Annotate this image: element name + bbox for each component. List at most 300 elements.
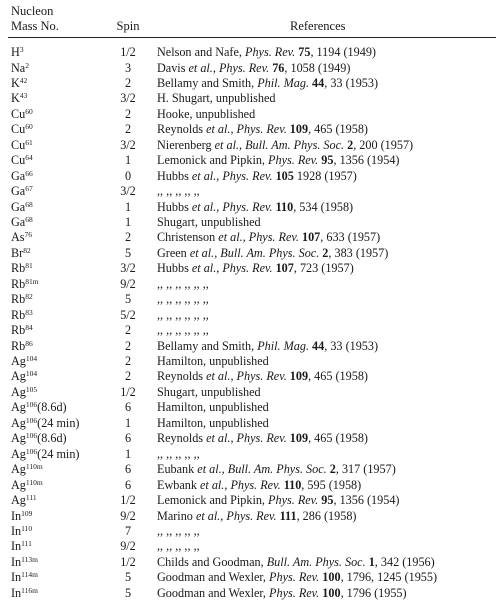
- table-row: [0, 509, 501, 524]
- reference-text: [157, 416, 269, 431]
- spin-value: 5: [124, 245, 132, 260]
- nucleus-label: [11, 570, 38, 585]
- spin-value: 2: [124, 230, 132, 245]
- mass-number: 106: [25, 400, 38, 410]
- reference-volume: 107: [301, 230, 321, 245]
- table-row: [0, 277, 501, 292]
- reference-segment: Bellamy and Smith,: [157, 338, 258, 353]
- table-row: [0, 261, 501, 276]
- reference-text: [157, 261, 354, 276]
- element-symbol: Ag: [11, 431, 26, 446]
- spin-value: 6: [124, 400, 132, 415]
- spin-value: 5: [124, 292, 132, 307]
- table-row: [0, 169, 501, 184]
- element-symbol: Br: [11, 245, 24, 260]
- reference-segment: ,, ,, ,, ,, ,,: [157, 446, 200, 461]
- mass-number: 104: [25, 369, 38, 379]
- mass-number: 60: [25, 122, 33, 132]
- reference-text: [157, 509, 357, 524]
- reference-segment: Green: [157, 245, 190, 260]
- mass-number: 68: [25, 214, 33, 224]
- reference-journal: et al., Bull. Am. Phys. Soc.: [189, 245, 320, 260]
- reference-volume: 100: [322, 570, 341, 585]
- reference-segment: Nelson and Nafe,: [157, 45, 245, 59]
- nucleus-label: [11, 138, 33, 153]
- reference-segment: ,, ,, ,, ,, ,,: [157, 539, 200, 554]
- reference-segment: Hamilton, unpublished: [157, 415, 269, 430]
- element-symbol: Ga: [11, 168, 26, 183]
- reference-segment: , 1356 (1954): [333, 493, 400, 507]
- table-row: [0, 478, 501, 493]
- mass-number: 104: [25, 354, 38, 363]
- spin-value: 5: [124, 570, 132, 585]
- spin-value: 6: [124, 477, 132, 492]
- spin-value: 3/2: [120, 261, 136, 276]
- element-symbol: Ag: [11, 400, 26, 415]
- reference-text: [157, 539, 200, 554]
- element-symbol: Rb: [11, 276, 26, 291]
- nucleus-label: [11, 107, 33, 122]
- element-symbol: K: [11, 75, 20, 90]
- mass-number: 109: [21, 508, 33, 518]
- reference-segment: Goodman and Wexler,: [157, 570, 270, 585]
- reference-segment: , 342 (1956): [374, 554, 435, 569]
- spin-value: 3/2: [120, 184, 136, 198]
- reference-volume: 105: [275, 168, 294, 183]
- spin-value: 1: [124, 214, 132, 229]
- nucleus-label: [11, 524, 32, 539]
- reference-volume: 44: [312, 338, 325, 353]
- reference-text: [157, 184, 200, 199]
- reference-segment: Hubbs: [157, 261, 192, 276]
- reference-journal: et al., Phys. Rev.: [199, 477, 281, 492]
- spin-value: 3: [124, 60, 132, 75]
- element-symbol: In: [11, 539, 22, 554]
- reference-segment: Hamilton, unpublished: [157, 400, 269, 415]
- mass-number: 60: [25, 106, 33, 116]
- element-symbol: Ag: [11, 446, 26, 461]
- element-symbol: Na: [11, 60, 26, 75]
- reference-segment: Hubbs: [157, 199, 192, 214]
- nucleus-label: [11, 493, 37, 508]
- mass-number: 111: [21, 539, 32, 549]
- reference-segment: Lemonick and Pipkin,: [157, 493, 269, 507]
- nucleus-label: [11, 385, 37, 400]
- reference-journal: et al., Phys. Rev.: [188, 60, 270, 75]
- mass-number: 42: [19, 75, 28, 85]
- spin-value: 2: [124, 106, 132, 121]
- reference-text: [157, 570, 437, 585]
- reference-text: [157, 230, 380, 245]
- reference-journal: et al., Phys. Rev.: [218, 230, 299, 245]
- reference-segment: 1928 (1957): [293, 168, 357, 183]
- table-row: [0, 586, 501, 601]
- reference-text: [157, 153, 399, 168]
- mass-number: 84: [25, 323, 33, 333]
- reference-text: [157, 138, 413, 153]
- table-row: [0, 354, 501, 369]
- reference-text: [157, 122, 368, 137]
- nucleus-label: [11, 586, 38, 601]
- reference-journal: Phys. Rev.: [269, 570, 320, 585]
- mass-number: 113m: [21, 554, 38, 564]
- table-row: [0, 91, 501, 106]
- reference-segment: Bellamy and Smith,: [157, 75, 258, 90]
- reference-text: [157, 555, 435, 570]
- reference-journal: Phil. Mag.: [257, 75, 309, 90]
- reference-text: [157, 277, 209, 292]
- reference-text: [157, 308, 209, 323]
- reference-journal: Bull. Am. Phys. Soc.: [266, 554, 366, 569]
- mass-number: 68: [25, 199, 33, 209]
- mass-number: 105: [25, 384, 38, 394]
- table-row: [0, 153, 501, 168]
- reference-text: [157, 431, 368, 446]
- element-symbol: In: [11, 585, 22, 600]
- reference-journal: et al., Phys. Rev.: [206, 122, 287, 137]
- reference-segment: H. Shugart, unpublished: [157, 91, 276, 106]
- reference-volume: 100: [322, 585, 341, 600]
- mass-number: 116m: [21, 585, 38, 595]
- nucleus-label: [11, 184, 33, 199]
- table-row: [0, 431, 501, 446]
- nucleus-label: [11, 462, 43, 477]
- nucleus-label: [11, 555, 38, 570]
- nucleus-label: [11, 277, 39, 292]
- reference-segment: , 33 (1953): [324, 338, 379, 353]
- reference-text: [157, 339, 378, 354]
- reference-segment: Christenson: [157, 230, 219, 245]
- mass-number: 86: [25, 338, 33, 348]
- reference-text: [157, 292, 209, 307]
- reference-text: [157, 323, 209, 338]
- table-row: [0, 493, 501, 508]
- mass-number: 81: [25, 261, 33, 271]
- nucleus-label: [11, 369, 37, 384]
- reference-segment: , 1796, 1245 (1955): [340, 570, 438, 585]
- mass-number: 83: [25, 307, 33, 317]
- table-row: [0, 323, 501, 338]
- element-symbol: Cu: [11, 122, 26, 137]
- reference-journal: Phys. Rev.: [245, 45, 296, 59]
- reference-segment: , 317 (1957): [335, 462, 396, 477]
- mass-number: 110m: [25, 477, 43, 487]
- reference-segment: Hamilton, unpublished: [157, 354, 269, 368]
- reference-text: [157, 76, 378, 91]
- table-row: [0, 292, 501, 307]
- nucleus-label: [11, 509, 32, 524]
- table-row: [0, 400, 501, 415]
- mass-number: 110m: [25, 462, 43, 472]
- table-row: [0, 308, 501, 323]
- spin-value: 1/2: [120, 554, 136, 569]
- table-row: [0, 215, 501, 230]
- table-row: [0, 385, 501, 400]
- reference-segment: , 465 (1958): [308, 431, 368, 446]
- reference-volume: 109: [289, 431, 309, 446]
- reference-segment: , 633 (1957): [320, 230, 381, 245]
- reference-segment: , 534 (1958): [293, 199, 354, 214]
- nucleus-label: [11, 200, 33, 215]
- nucleus-label: [11, 246, 31, 261]
- table-row: [0, 61, 501, 76]
- spin-value: 2: [124, 323, 132, 338]
- reference-volume: 76: [272, 60, 285, 75]
- mass-number: 106: [25, 446, 38, 456]
- reference-segment: Shugart, unpublished: [157, 384, 261, 399]
- reference-segment: Goodman and Wexler,: [157, 585, 270, 600]
- table-row: [0, 416, 501, 431]
- table-row: [0, 462, 501, 477]
- spin-value: 9/2: [120, 539, 136, 554]
- reference-volume: 95: [321, 153, 334, 168]
- table-row: [0, 524, 501, 539]
- element-symbol: Cu: [11, 106, 26, 121]
- nucleus-label: [11, 261, 33, 276]
- nucleus-label: [11, 539, 32, 554]
- nucleus-label: [11, 91, 27, 106]
- table-row: [0, 570, 501, 585]
- reference-segment: , 595 (1958): [301, 477, 362, 492]
- reference-text: [157, 462, 396, 477]
- reference-segment: , 286 (1958): [296, 508, 357, 523]
- reference-text: [157, 385, 261, 400]
- spin-value: 0: [124, 168, 132, 183]
- reference-volume: 110: [283, 477, 302, 492]
- nucleus-label: [11, 308, 33, 323]
- header-rule: [8, 37, 496, 38]
- reference-journal: et al., Bull. Am. Phys. Soc.: [214, 137, 345, 152]
- reference-segment: Shugart, unpublished: [157, 214, 261, 229]
- reference-text: [157, 45, 376, 60]
- spin-value: 1/2: [120, 45, 136, 59]
- reference-segment: Childs and Goodman,: [157, 554, 267, 569]
- reference-text: [157, 369, 368, 384]
- reference-segment: , 383 (1957): [328, 245, 389, 260]
- reference-text: [157, 169, 357, 184]
- element-symbol: Cu: [11, 137, 26, 152]
- table-row: [0, 45, 501, 60]
- mass-number: 111: [25, 493, 37, 502]
- reference-text: [157, 107, 255, 122]
- reference-segment: Reynolds: [157, 369, 207, 384]
- element-symbol: Ag: [11, 384, 26, 399]
- reference-segment: Nierenberg: [157, 137, 215, 152]
- reference-journal: et al., Phys. Rev.: [195, 508, 277, 523]
- reference-segment: Eubank: [157, 462, 198, 477]
- reference-segment: , 1058 (1949): [284, 60, 351, 75]
- spin-value: 6: [124, 462, 132, 477]
- nucleus-label: [11, 400, 67, 415]
- reference-text: [157, 246, 388, 261]
- reference-text: [157, 61, 350, 76]
- table-row: [0, 76, 501, 91]
- mass-number: 114m: [21, 570, 38, 580]
- mass-number: 66: [25, 168, 33, 178]
- reference-segment: Lemonick and Pipkin,: [157, 153, 269, 168]
- header-mass-no: Mass No.: [11, 19, 59, 33]
- spin-value: 7: [124, 524, 132, 538]
- reference-segment: , 200 (1957): [353, 137, 414, 152]
- mass-number: 2: [25, 60, 29, 70]
- nucleus-label: [11, 339, 33, 354]
- spin-value: 6: [124, 431, 132, 446]
- header-nucleon: Nucleon: [11, 4, 54, 18]
- reference-text: [157, 215, 261, 230]
- element-symbol: Rb: [11, 261, 26, 276]
- nucleus-label: [11, 230, 32, 245]
- element-symbol: Ag: [11, 493, 26, 507]
- reference-journal: et al., Phys. Rev.: [191, 199, 273, 214]
- reference-volume: 75: [298, 45, 311, 59]
- nucleus-label: [11, 323, 33, 338]
- reference-segment: Davis: [157, 60, 189, 75]
- spin-value: 1/2: [120, 384, 136, 399]
- reference-text: [157, 586, 407, 601]
- reference-segment: , 1796 (1955): [340, 585, 407, 600]
- element-symbol: Rb: [11, 292, 26, 307]
- mass-number: 82: [25, 292, 33, 302]
- element-symbol: As: [11, 230, 25, 245]
- reference-text: [157, 493, 399, 508]
- mass-number: 43: [19, 91, 28, 101]
- half-life-label: (8.6d): [37, 431, 67, 446]
- mass-number: 67: [25, 184, 33, 193]
- nucleus-label: [11, 61, 29, 76]
- reference-text: [157, 447, 200, 462]
- element-symbol: Ag: [11, 415, 26, 430]
- reference-journal: et al., Phys. Rev.: [191, 168, 273, 183]
- mass-number: 82: [23, 245, 31, 255]
- table-row: [0, 447, 501, 462]
- spin-value: 3/2: [120, 137, 136, 152]
- reference-volume: 110: [275, 199, 294, 214]
- mass-number: 106: [25, 431, 38, 441]
- spin-value: 3/2: [120, 91, 136, 106]
- spin-value: 9/2: [120, 508, 136, 523]
- table-row: [0, 184, 501, 199]
- reference-segment: Hooke, unpublished: [157, 106, 256, 121]
- mass-number: 110: [21, 524, 33, 533]
- table-row: [0, 555, 501, 570]
- reference-segment: ,, ,, ,, ,, ,,: [157, 524, 200, 538]
- spin-value: 1: [124, 415, 132, 430]
- element-symbol: Ag: [11, 354, 26, 368]
- reference-text: [157, 478, 361, 493]
- nucleus-label: [11, 292, 33, 307]
- nucleus-label: [11, 447, 79, 462]
- reference-segment: , 465 (1958): [308, 122, 368, 137]
- element-symbol: Rb: [11, 323, 26, 338]
- half-life-label: (24 min): [37, 446, 80, 461]
- reference-segment: ,, ,, ,, ,, ,, ,,: [157, 323, 209, 338]
- reference-segment: , 1356 (1954): [333, 153, 400, 168]
- reference-journal: et al., Bull. Am. Phys. Soc.: [197, 462, 327, 477]
- table-row: [0, 539, 501, 554]
- table-row: [0, 107, 501, 122]
- nucleus-label: [11, 431, 67, 446]
- reference-segment: ,, ,, ,, ,, ,, ,,: [157, 292, 209, 307]
- element-symbol: Rb: [11, 338, 26, 353]
- reference-journal: Phil. Mag.: [257, 338, 309, 353]
- reference-segment: , 1194 (1949): [310, 45, 376, 59]
- nucleus-label: [11, 416, 79, 431]
- nucleus-label: [11, 153, 33, 168]
- element-symbol: In: [11, 554, 22, 569]
- spin-value: 2: [124, 338, 132, 353]
- header-spin: Spin: [116, 19, 140, 33]
- mass-number: 106: [25, 415, 38, 425]
- reference-text: [157, 200, 353, 215]
- spin-value: 2: [124, 122, 132, 137]
- nucleus-label: [11, 354, 37, 369]
- half-life-label: (24 min): [37, 415, 80, 430]
- reference-segment: ,, ,, ,, ,, ,, ,,: [157, 276, 209, 291]
- reference-segment: Reynolds: [157, 431, 207, 446]
- reference-segment: Hubbs: [157, 168, 192, 183]
- reference-segment: Reynolds: [157, 122, 207, 137]
- element-symbol: Cu: [11, 153, 26, 168]
- reference-volume: 111: [279, 508, 297, 523]
- reference-journal: et al., Phys. Rev.: [206, 369, 287, 384]
- element-symbol: Ga: [11, 184, 26, 198]
- header-references: References: [290, 19, 346, 33]
- mass-number: 3: [19, 45, 24, 54]
- spin-value: 2: [124, 354, 132, 368]
- mass-number: 64: [25, 153, 33, 163]
- reference-journal: Phys. Rev.: [269, 585, 320, 600]
- reference-journal: Phys. Rev.: [268, 153, 319, 168]
- table-row: [0, 246, 501, 261]
- reference-segment: , 465 (1958): [308, 369, 368, 384]
- spin-value: 1/2: [120, 493, 136, 507]
- spin-value: 5/2: [120, 307, 136, 322]
- reference-text: [157, 91, 275, 106]
- reference-volume: 109: [289, 122, 309, 137]
- reference-journal: Phys. Rev.: [268, 493, 319, 507]
- reference-segment: Marino: [157, 508, 196, 523]
- reference-volume: 44: [312, 75, 325, 90]
- element-symbol: Ga: [11, 214, 26, 229]
- reference-segment: Ewbank: [157, 477, 200, 492]
- reference-text: [157, 400, 269, 415]
- reference-volume: 2: [322, 245, 329, 260]
- spin-value: 1: [124, 446, 132, 461]
- reference-text: [157, 524, 200, 539]
- spin-value: 9/2: [120, 276, 136, 291]
- table-row: [0, 230, 501, 245]
- element-symbol: In: [11, 524, 22, 538]
- nucleus-label: [11, 122, 33, 137]
- table-row: [0, 138, 501, 153]
- reference-volume: 109: [289, 369, 309, 384]
- element-symbol: In: [11, 508, 22, 523]
- reference-segment: , 723 (1957): [293, 261, 354, 276]
- element-symbol: Rb: [11, 307, 26, 322]
- table-row: [0, 200, 501, 215]
- mass-number: 61: [25, 137, 33, 147]
- reference-volume: 107: [275, 261, 294, 276]
- spin-value: 2: [124, 369, 132, 384]
- nucleus-label: [11, 76, 27, 91]
- reference-journal: et al., Phys. Rev.: [206, 431, 287, 446]
- element-symbol: Ag: [11, 477, 26, 492]
- element-symbol: In: [11, 570, 22, 585]
- spin-value: 2: [124, 75, 132, 90]
- table-row: [0, 122, 501, 137]
- reference-segment: , 33 (1953): [324, 75, 379, 90]
- nucleus-label: [11, 45, 24, 60]
